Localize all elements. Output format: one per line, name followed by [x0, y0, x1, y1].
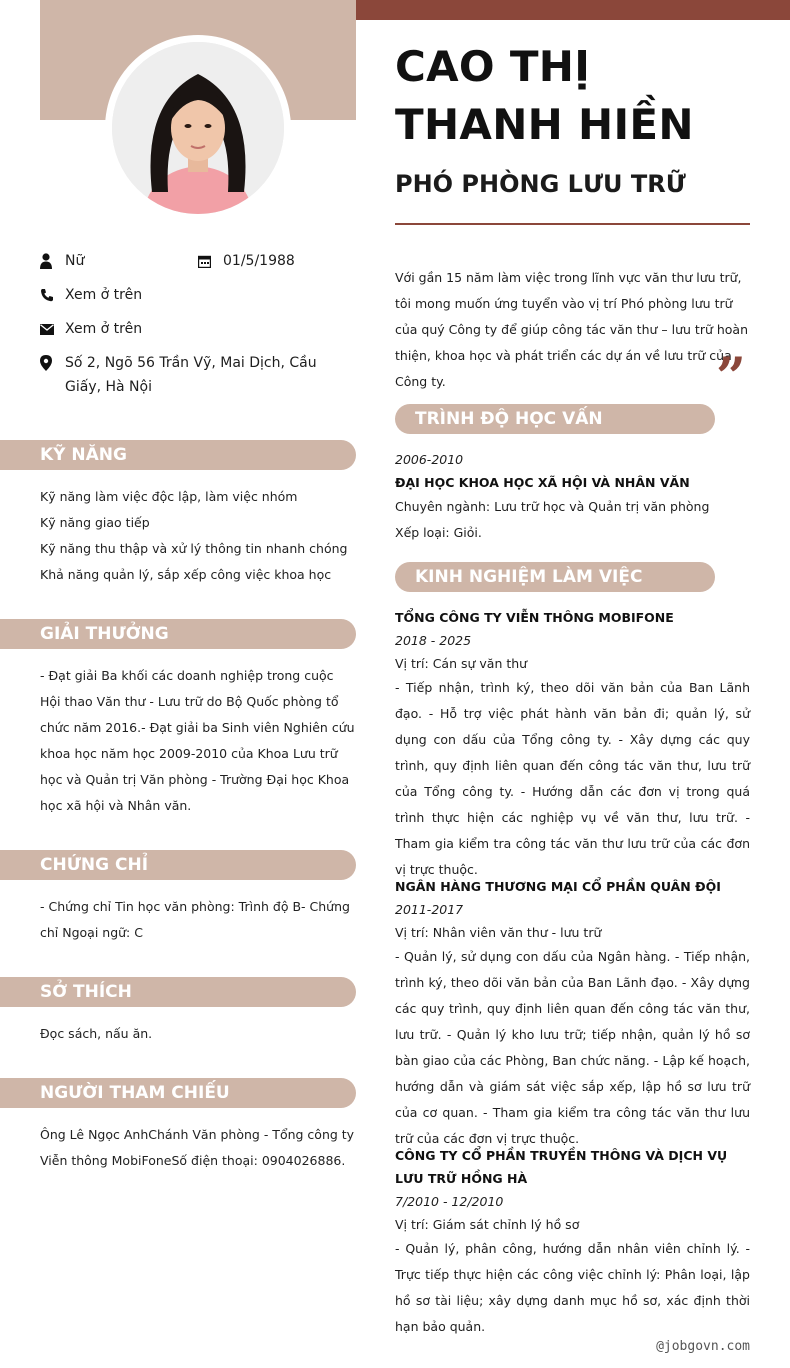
- address-value: Số 2, Ngõ 56 Trần Vỹ, Mai Dịch, Cầu Giấy, Hà Nội: [65, 355, 317, 395]
- experience-entry: [395, 875, 750, 1152]
- phone-row: [40, 283, 142, 307]
- education-grade: Xếp loại: Giỏi.: [395, 525, 482, 540]
- skills-list: [40, 484, 356, 588]
- phone-icon: [40, 283, 65, 307]
- hobbies-text: Đọc sách, nấu ăn.: [40, 1026, 153, 1041]
- education-entry: [395, 448, 750, 546]
- skills-title: KỸ NĂNG: [40, 445, 127, 465]
- avatar: [112, 42, 284, 214]
- certificates-title: CHỨNG CHỈ: [40, 855, 149, 875]
- education-title: TRÌNH ĐỘ HỌC VẤN: [415, 409, 603, 429]
- skills-heading: [0, 440, 356, 470]
- mail-icon: [40, 317, 65, 341]
- job-period: 7/2010 - 12/2010: [395, 1194, 504, 1209]
- job-position: Vị trí: Giám sát chỉnh lý hồ sơ: [395, 1217, 580, 1232]
- education-period: 2006-2010: [395, 452, 464, 467]
- job-description: - Quản lý, sử dụng con dấu của Ngân hàng. - Tiếp nhận, trình ký, theo dõi văn bản của Ban Lãnh đạo. - Xây dựng các quy trình, quy định liên quan đến công tác văn thư, lưu trữ. - Quản lý kho lưu trữ; tiếp nhận, quản lý hồ sơ bàn giao của các Phòng, Ban chức năng. - Lập kế hoạch, hướng dẫn và giám sát việc sắp xếp, lập hồ sơ lưu trữ của cơ quan. - Tham gia kiểm tra công tác văn thư lưu trữ của các đơn vị trực thuộc.: [395, 949, 750, 1146]
- job-period: 2011-2017: [395, 902, 464, 917]
- email-row: [40, 317, 142, 341]
- email-value: Xem ở trên: [65, 321, 143, 337]
- certificates-text: - Chứng chỉ Tin học văn phòng: Trình độ B- Chứng chỉ Ngoại ngữ: C: [40, 899, 350, 940]
- awards-heading: [0, 619, 356, 649]
- top-accent-bar: [356, 0, 790, 20]
- education-major: Chuyên ngành: Lưu trữ học và Quản trị văn phòng: [395, 499, 710, 514]
- job-period: 2018 - 2025: [395, 633, 472, 648]
- candidate-name: CAO THỊ THANH HIỀN: [395, 42, 694, 149]
- job-position: Vị trí: Nhân viên văn thư - lưu trữ: [395, 925, 602, 940]
- job-position: Vị trí: Cán sự văn thư: [395, 656, 528, 671]
- dob-value: 01/5/1988: [223, 253, 295, 269]
- experience-entry: [395, 1144, 750, 1340]
- address-row: [40, 351, 350, 399]
- experience-title: KINH NGHIỆM LÀM VIỆC: [415, 567, 643, 587]
- quote-icon: ”: [716, 347, 746, 408]
- hobbies-heading: [0, 977, 356, 1007]
- references-text: Ông Lê Ngọc AnhChánh Văn phòng - Tổng công ty Viễn thông MobiFoneSố điện thoại: 0904026886.: [40, 1127, 355, 1168]
- job-title: PHÓ PHÒNG LƯU TRỮ: [395, 170, 686, 198]
- title-divider: [395, 223, 750, 225]
- phone-value: Xem ở trên: [65, 287, 143, 303]
- list-item: Kỹ năng thu thập và xử lý thông tin nhanh chóng: [40, 541, 348, 556]
- education-school: ĐẠI HỌC KHOA HỌC XÃ HỘI VÀ NHÂN VĂN: [395, 475, 690, 490]
- location-pin-icon: [40, 351, 65, 375]
- dob-row: [198, 249, 295, 273]
- company-name: NGÂN HÀNG THƯƠNG MẠI CỔ PHẦN QUÂN ĐỘI: [395, 879, 721, 894]
- company-name: CÔNG TY CỔ PHẦN TRUYỀN THÔNG VÀ DỊCH VỤ LƯU TRỮ HỒNG HÀ: [395, 1148, 728, 1186]
- certificates-heading: [0, 850, 356, 880]
- education-heading: [395, 404, 715, 434]
- calendar-icon: [198, 249, 223, 273]
- job-description: - Tiếp nhận, trình ký, theo dõi văn bản của Ban Lãnh đạo. - Hỗ trợ việc phát hành văn bản đi; quản lý, sử dụng con dấu của Tổng công ty. - Xây dựng các quy trình, quy định liên quan đến công tác văn thư, lưu trữ của Tổng công ty. - Hướng dẫn các đơn vị trong quá trình thực hiện các nghiệp vụ về văn thư, lưu trữ. - Tham gia kiểm tra công tác văn thư lưu trữ của các đơn vị trực thuộc.: [395, 680, 750, 877]
- references-title: NGƯỜI THAM CHIẾU: [40, 1083, 230, 1103]
- awards-title: GIẢI THƯỞNG: [40, 624, 169, 644]
- hobbies-title: SỞ THÍCH: [40, 982, 132, 1002]
- gender-row: [40, 249, 84, 273]
- references-heading: [0, 1078, 356, 1108]
- career-objective: Với gần 15 năm làm việc trong lĩnh vực văn thư lưu trữ, tôi mong muốn ứng tuyển vào vị trí Phó phòng lưu trữ của quý Công ty để giúp công tác văn thư – lưu trữ hoàn thiện, khoa học và phát triển các dự án về lưu trữ của Công ty.: [395, 270, 749, 389]
- job-description: - Quản lý, phân công, hướng dẫn nhân viên chỉnh lý. - Trực tiếp thực hiện các công việc chỉnh lý: Phân loại, lập hồ sơ tài liệu; xây dựng danh mục hồ sơ, xác định thời hạn bảo quản.: [395, 1241, 750, 1334]
- list-item: Kỹ năng làm việc độc lập, làm việc nhóm: [40, 489, 298, 504]
- gender-value: Nữ: [65, 253, 85, 269]
- experience-entry: [395, 606, 750, 883]
- list-item: Kỹ năng giao tiếp: [40, 515, 150, 530]
- experience-heading: [395, 562, 715, 592]
- company-name: TỔNG CÔNG TY VIỄN THÔNG MOBIFONE: [395, 610, 674, 625]
- user-icon: [40, 249, 65, 273]
- awards-text: - Đạt giải Ba khối các doanh nghiệp trong cuộc Hội thao Văn thư - Lưu trữ do Bộ Quốc phòng tổ chức năm 2016.- Đạt giải ba Sinh viên Nghiên cứu khoa học năm học 2009-2010 của Khoa Lưu trữ học và Quản trị Văn phòng - Trường Đại học Khoa học xã hội và Nhân văn.: [40, 668, 355, 813]
- list-item: Khả năng quản lý, sắp xếp công việc khoa học: [40, 567, 332, 582]
- watermark: @jobgovn.com: [656, 1339, 750, 1354]
